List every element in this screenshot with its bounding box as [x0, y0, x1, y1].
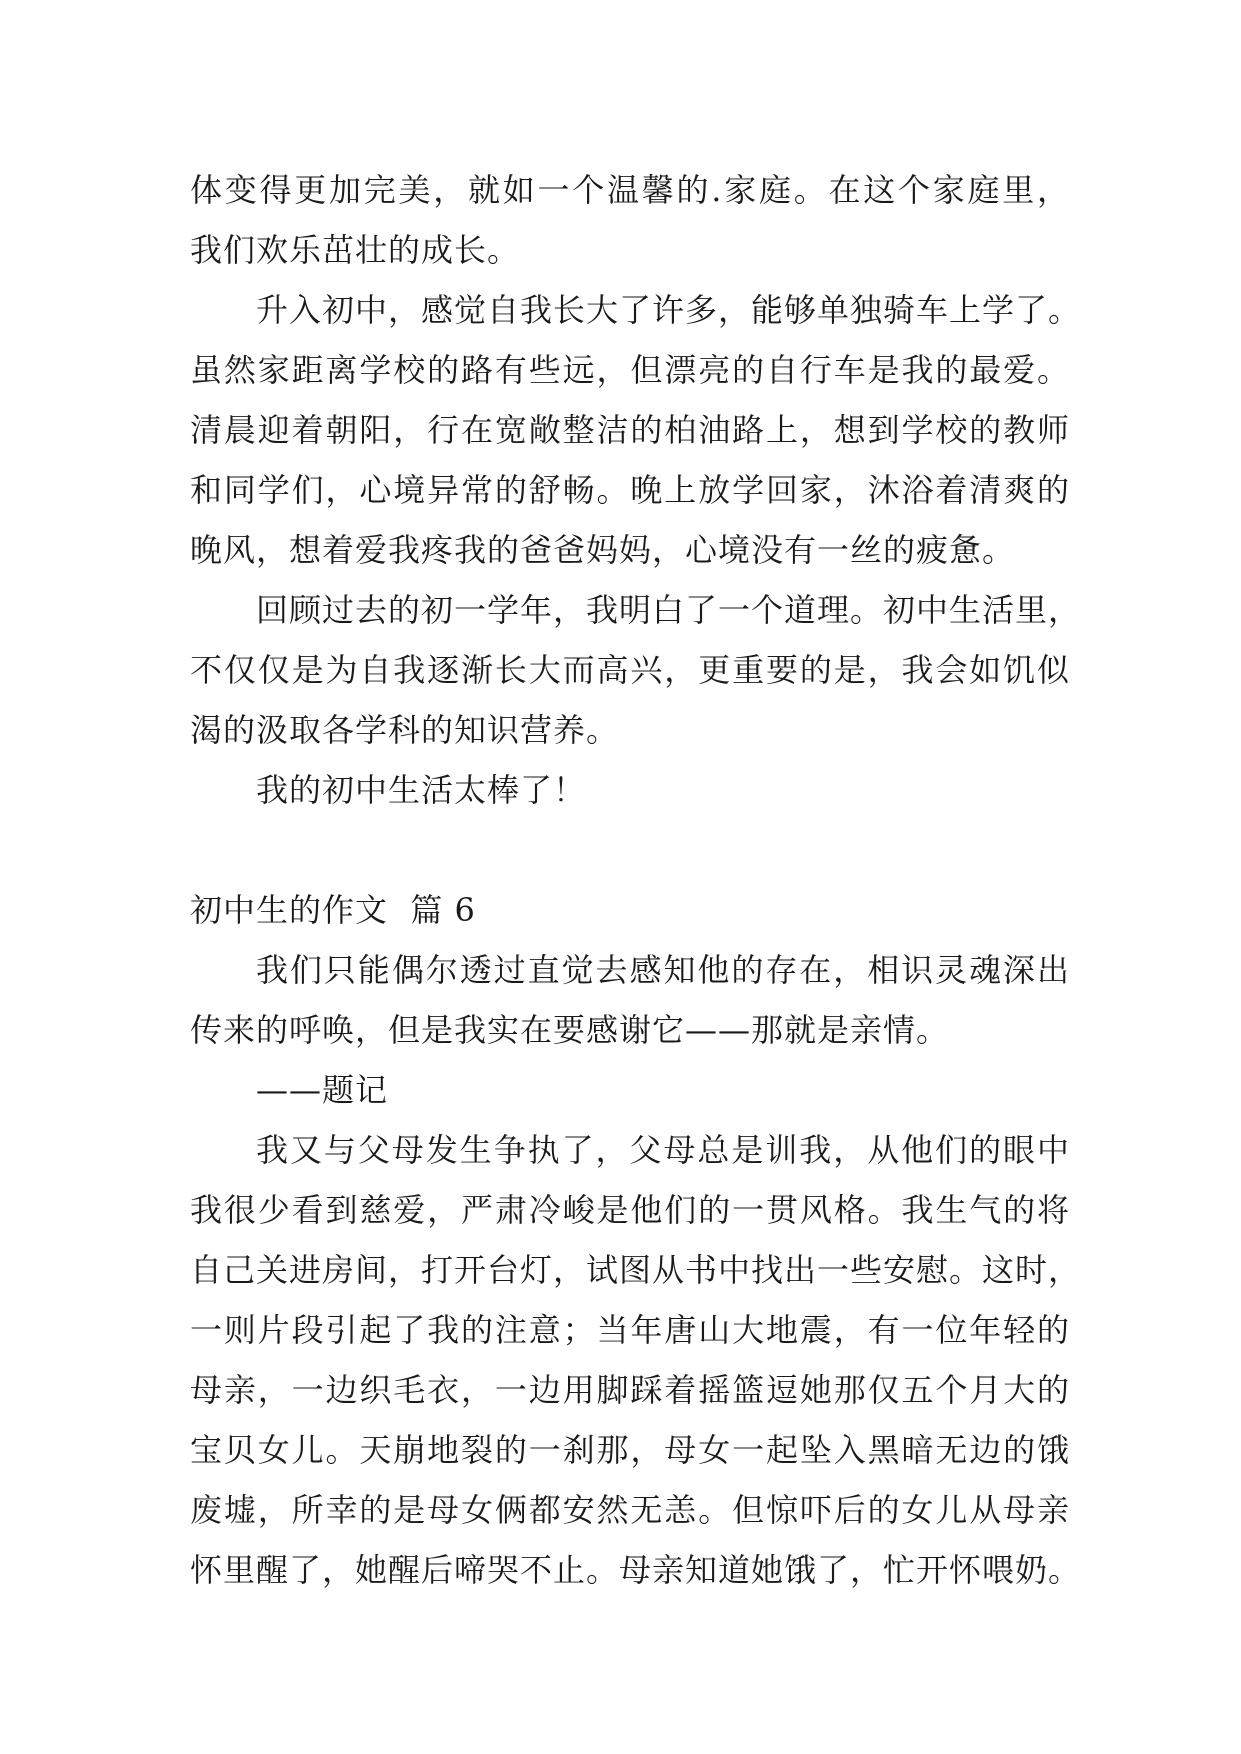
text-line: 和同学们，心境异常的舒畅。晚上放学回家，沐浴着清爽的: [190, 471, 1070, 509]
text-line: 自己关进房间，打开台灯，试图从书中找出一些安慰。这时，: [190, 1251, 1082, 1289]
text-line: 渴的汲取各学科的知识营养。: [190, 711, 620, 749]
text-line: 一则片段引起了我的注意；当年唐山大地震，有一位年轻的: [190, 1311, 1070, 1349]
text-line: 我的初中生活太棒了！: [256, 771, 587, 809]
text-line: 母亲，一边织毛衣，一边用脚踩着摇篮逗她那仅五个月大的: [190, 1371, 1070, 1409]
section-heading: 初中生的作文 篇 6: [190, 891, 476, 929]
text-line: 清晨迎着朝阳，行在宽敞整洁的柏油路上，想到学校的教师: [190, 411, 1070, 449]
text-line: 回顾过去的初一学年，我明白了一个道理。初中生活里，: [256, 591, 1082, 629]
epigraph-attribution: ——题记: [256, 1071, 389, 1109]
text-line: 体变得更加完美，就如一个温馨的.家庭。在这个家庭里，: [190, 171, 1070, 209]
text-line: 虽然家距离学校的路有些远，但漂亮的自行车是我的最爱。: [190, 351, 1070, 389]
text-line: 我又与父母发生争执了，父母总是训我，从他们的眼中: [256, 1131, 1070, 1169]
text-line: 升入初中，感觉自我长大了许多，能够单独骑车上学了。: [256, 291, 1082, 329]
paragraph: [190, 160, 1070, 280]
paragraph: [190, 1120, 1082, 1600]
document-body: [190, 160, 1082, 1600]
paragraph: [190, 940, 1070, 1060]
text-line: 晚风，想着爱我疼我的爸爸妈妈，心境没有一丝的疲惫。: [190, 531, 1016, 569]
text-line: 宝贝女儿。天崩地裂的一刹那，母女一起坠入黑暗无边的饿: [190, 1431, 1070, 1469]
text-line: 传来的呼唤，但是我实在要感谢它——那就是亲情。: [190, 1011, 950, 1049]
paragraph: [190, 1060, 1070, 1120]
paragraph: [190, 280, 1082, 580]
text-line: 废墟，所幸的是母女俩都安然无恙。但惊吓后的女儿从母亲: [190, 1491, 1070, 1529]
text-line: 我们欢乐茁壮的成长。: [190, 231, 521, 269]
text-line: 我很少看到慈爱，严肃冷峻是他们的一贯风格。我生气的将: [190, 1191, 1070, 1229]
text-line: 怀里醒了，她醒后啼哭不止。母亲知道她饿了，忙开怀喂奶。: [190, 1551, 1082, 1589]
paragraph: [190, 580, 1082, 760]
text-line: 我们只能偶尔透过直觉去感知他的存在，相识灵魂深出: [256, 951, 1070, 989]
section-gap: [190, 820, 1070, 880]
paragraph: [190, 760, 1070, 820]
text-line: 不仅仅是为自我逐渐长大而高兴，更重要的是，我会如饥似: [190, 651, 1070, 689]
